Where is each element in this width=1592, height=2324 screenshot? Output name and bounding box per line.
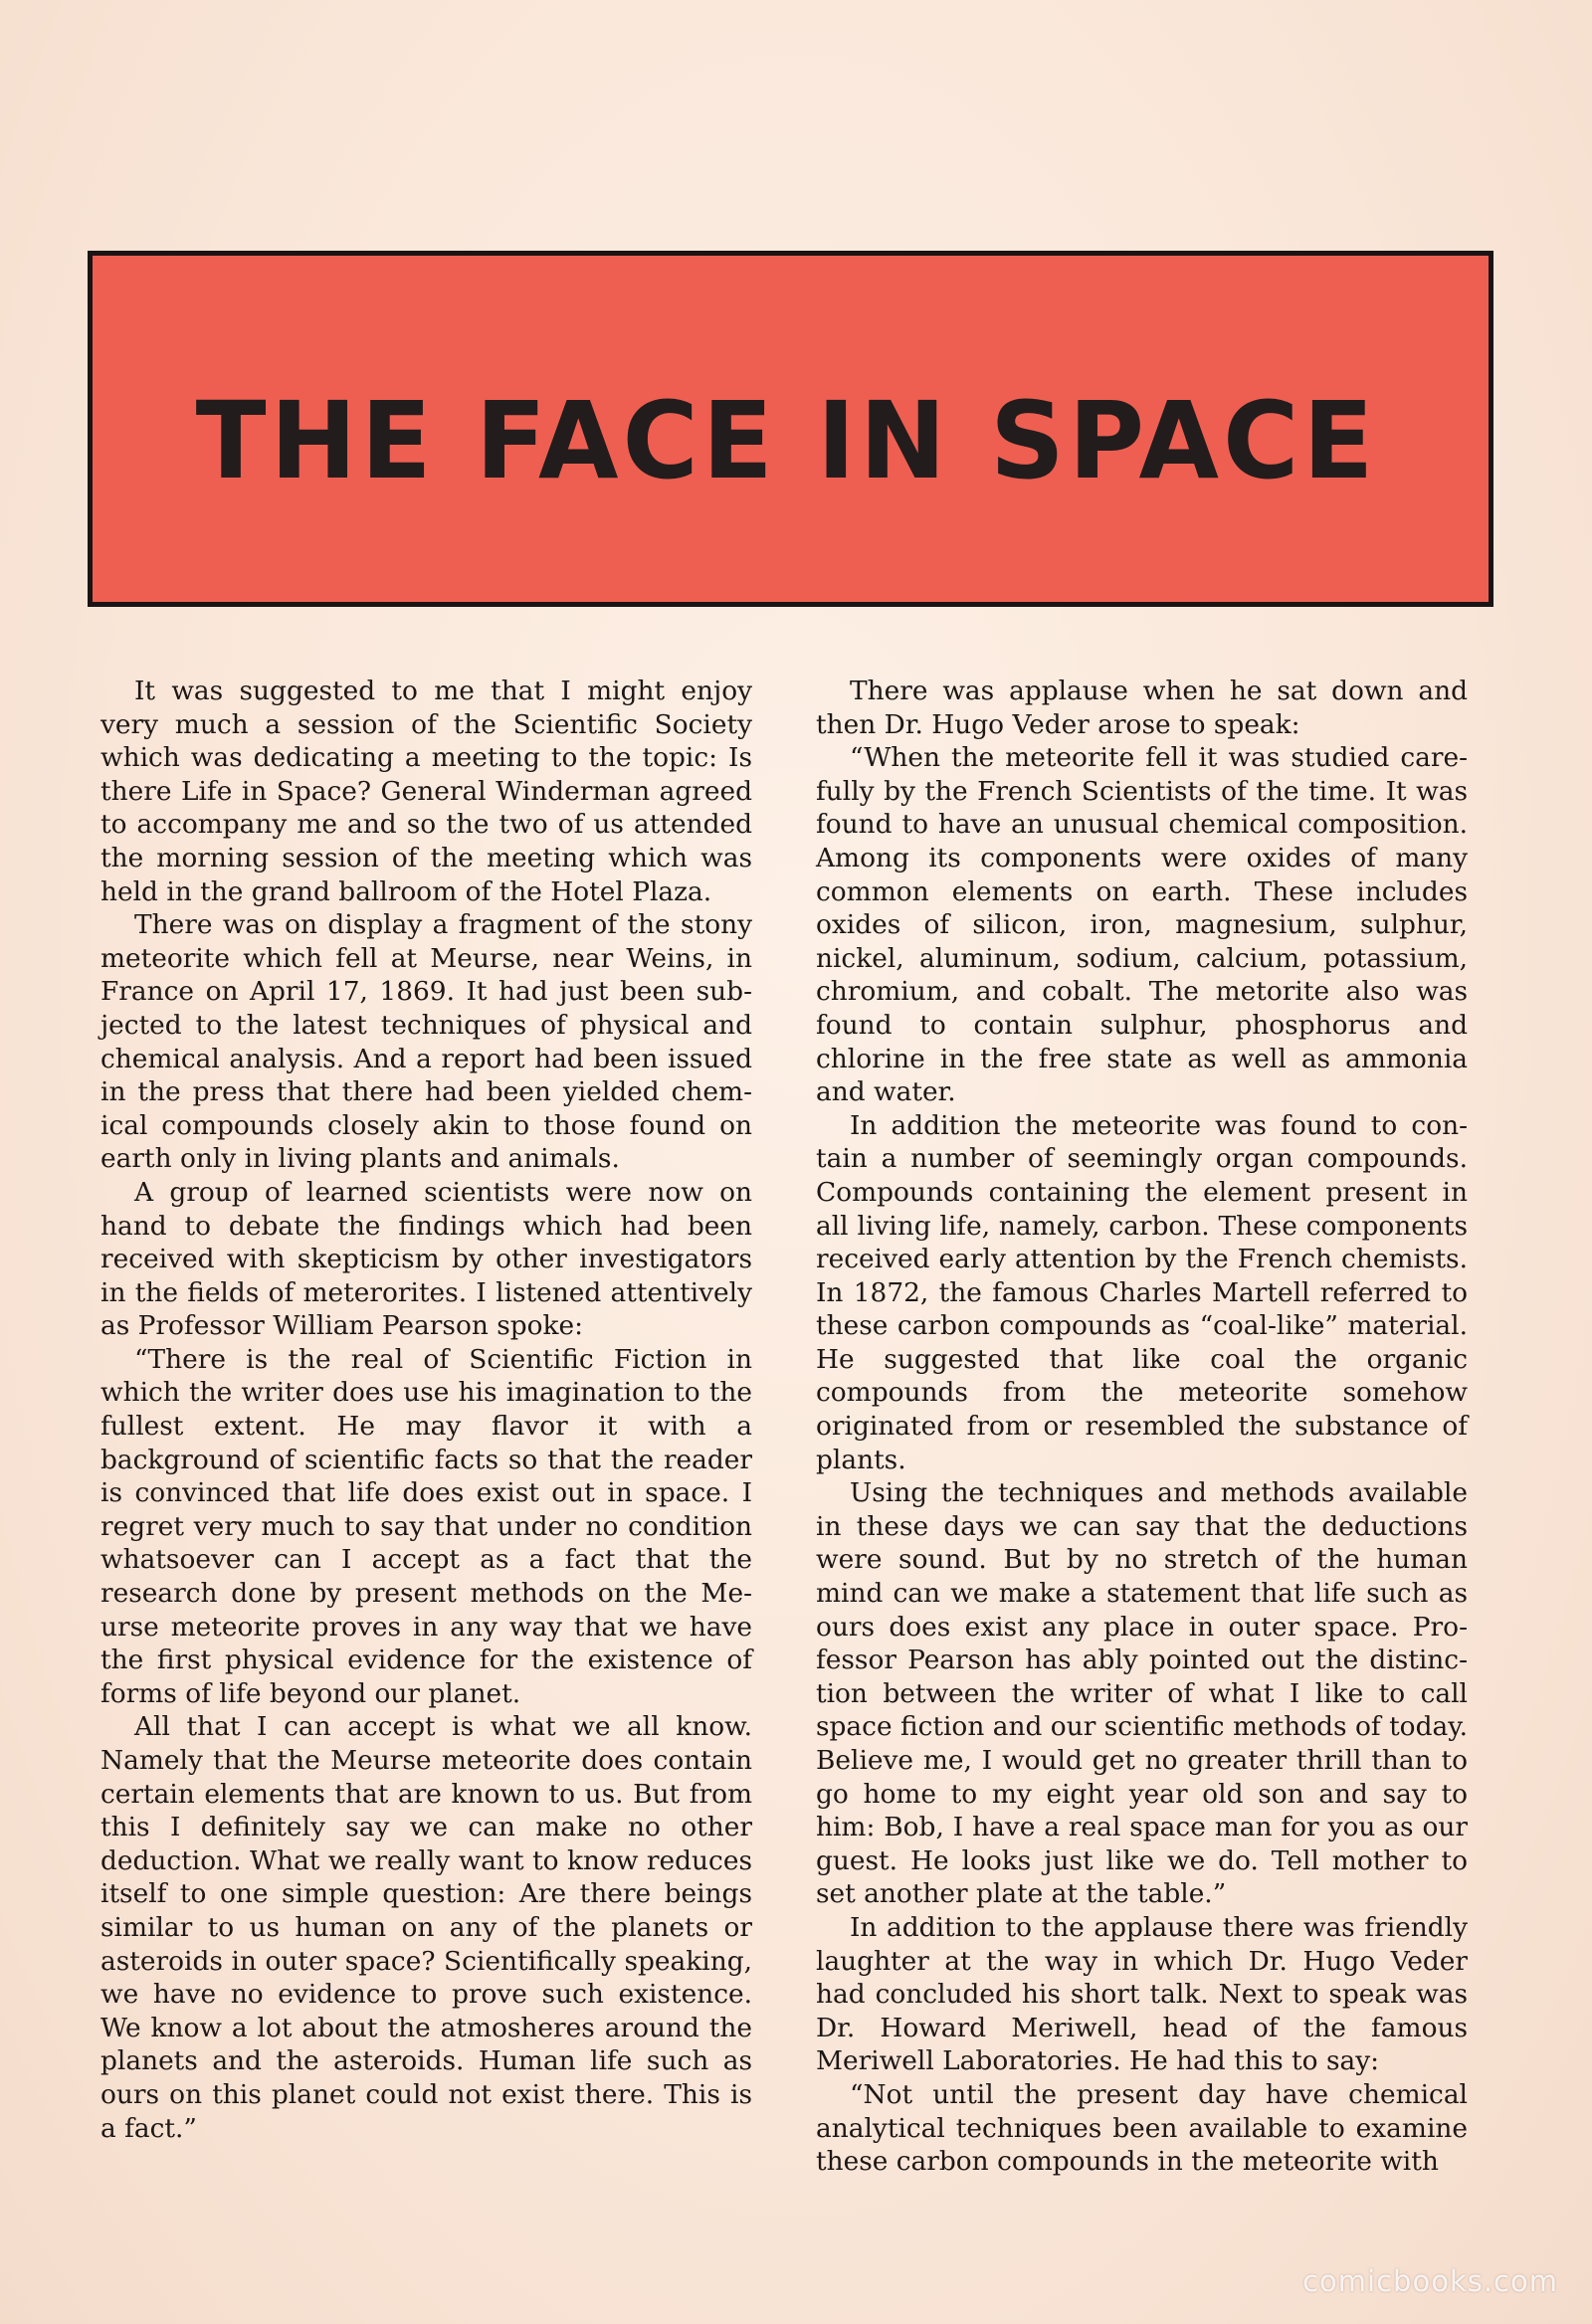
paragraph: “When the meteorite fell it was studied carefully by the French Scientists of the time. It was found to have an unusual chemical composition. Among its components were oxides of many common elements on earth. These includes oxides of silicon, iron, magnesium, sulphur, nickel, aluminum, sodium, calcium, potassium, chromium, and cobalt. The metorite also was found to contain sulphur, phosphorus and chlorine in the free state as well as ammonia and water. [816,742,1468,1108]
right-column [816,675,1468,2179]
paragraph: In addition the meteorite was found to contain a number of seemingly organ compounds. Compounds containing the element present in all living life, namely, carbon. These components received early attention by the French chemists. In 1872, the famous Charles Martell referred to these carbon compounds as “coal-like” material. He suggested that like coal the organic compounds from the meteorite somehow originated from or resembled the substance of plants. [816,1109,1468,1475]
paragraph: “Not until the present day have chemical analytical techniques been available to examine these carbon compounds in the meteorite with [816,2078,1468,2178]
paragraph: All that I can accept is what we all know. Namely that the Meurse meteorite does contain certain elements that are known to us. But from this I definitely say we can make no other deduction. What we really want to know reduces itself to one simple question: Are there beings similar to us human on any of the planets or asteroids in outer space? Scientifically speaking, we have no evidence to prove such existence. We know a lot about the atmosheres around the planets and the asteroids. Human life such as ours on this planet could not exist there. This is a fact.” [100,1711,752,2144]
paragraph: It was suggested to me that I might enjoy very much a session of the Scientific Society which was dedicating a meeting to the topic: Is there Life in Space? General Winderman agreed to accompany me and so the two of us attended the morning session of the meeting which was held in the grand ballroom of the Hotel Plaza. [100,676,752,907]
paragraph: A group of learned scientists were now on hand to debate the findings which had been received with skepticism by other investigators in the fields of meterorites. I listened attentively as Professor William Pearson spoke: [100,1176,752,1342]
left-column [100,675,752,2145]
title-banner [88,251,1493,607]
paragraph: Using the techniques and methods available in these days we can say that the deductions were sound. But by no stretch of the human mind can we make a statement that life such as ours does exist any place in outer space. Professor Pearson has ably pointed out the distinction between the writer of what I like to call space fiction and our scientific methods of today. Believe me, I would get no greater thrill than to go home to my eight year old son and say to him: Bob, I have a real space man for you as our guest. He looks just like we do. Tell mother to set another plate at the table.” [816,1477,1468,1910]
paragraph: There was applause when he sat down and then Dr. Hugo Veder arose to speak: [816,676,1468,740]
paragraph: In addition to the applause there was friendly laughter at the way in which Dr. Hugo Veder had concluded his short talk. Next to speak was Dr. Howard Meriwell, head of the famous Meriwell Laboratories. He had this to say: [816,1911,1468,2077]
watermark: comicbooks.com [1302,2264,1558,2298]
paragraph: There was on display a fragment of the stony meteorite which fell at Meurse, near Weins, in France on April 17, 1869. It had just been subjected to the latest techniques of physical and chemical analysis. And a report had been issued in the press that there had been yielded chemical compounds closely akin to those found on earth only in living plants and animals. [100,909,752,1175]
paragraph: “There is the real of Scientific Fiction in which the writer does use his imagination to the fullest extent. He may flavor it with a background of scientific facts so that the reader is convinced that life does exist out in space. I regret very much to say that under no condition whatsoever can I accept as a fact that the research done by present methods on the Meurse meteorite proves in any way that we have the first physical evidence for the existence of forms of life beyond our planet. [100,1343,752,1709]
story-title: THE FACE IN SPACE [195,378,1378,503]
